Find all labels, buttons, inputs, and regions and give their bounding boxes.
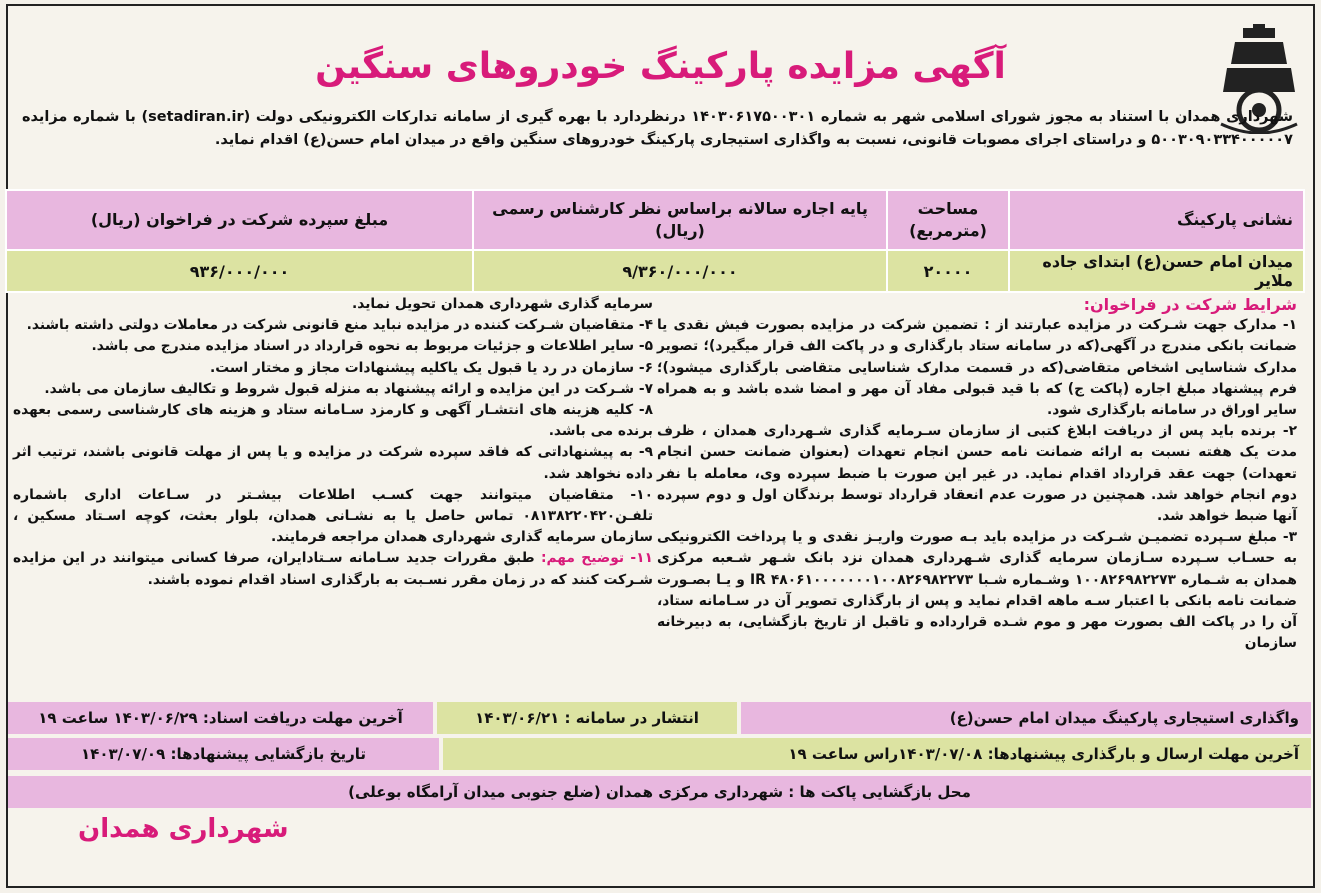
condition-item: ۴- متقاضیان شـرکت کننده در مزایده نباید منع قانونی شرکت در معاملات دولتی داشته باشند. — [26, 317, 653, 334]
auction-summary-table — [5, 189, 1305, 293]
header-area: مساحت (مترمربع) — [887, 190, 1009, 250]
important-note-text: طبق مقررات جدید سـامانه سـتادایران، صرفا کسانی میتوانند در این مزایده شـرکت کنند که در زمان مقرر نسـبت به بارگذاری اسناد اقدام نموده باشند. — [13, 550, 653, 588]
header-deposit: مبلغ سپرده شرکت در فراخوان (ریال) — [6, 190, 473, 250]
intro-paragraph: شهرداری همدان با استناد به مجوز شورای اسلامی شهر به شماره ۱۴۰۳۰۶۱۷۵۰۰۳۰۱ درنظردارد با بهره گیری از سامانه تدارکات الکترونیکی دولت (setadiran.ir) با شماره مزایده ۵۰۰۳۰۹۰۳۳۴۰۰۰۰۰۷ و دراستای اجرای مصوبات قانونی، نسبت به واگذاری استیجاری پارکینگ خودروهای سنگین واقع در میدان امام حسن(ع) اقدام نماید. — [22, 109, 1293, 148]
bar-opening-location: محل بازگشایی پاکت ها : شهرداری مرکزی همدان (ضلع جنوبی میدان آرامگاه بوعلی) — [8, 776, 1311, 808]
notice-page — [6, 4, 1315, 888]
condition-item: ۹- به پیشنهاداتی که فاقد سپرده شرکت در مزایده و یا پس از مهلت قانونی باشند، ترتیب اثر داده نخواهد شد. — [13, 444, 653, 482]
condition-item: سرمایه گذاری شهرداری همدان تحویل نماید. — [352, 296, 653, 312]
conditions-title: شرایط شرکت در فراخوان: — [1083, 295, 1297, 314]
bar-document-deadline: آخرین مهلت دریافت اسناد: ۱۴۰۳/۰۶/۲۹ ساعت ۱۹ — [8, 702, 433, 734]
condition-item: ۳- مبلغ سـپرده تضمیـن شـرکت در مزایده باید بـه صورت واریـز نقدی و یا پرداخت الکترونیکی به حسـاب سـپرده سـازمان سرمایه گذاری شـهرداری همدان نزد بانک شـهر شـعبه مرکزی همدان به شـماره ۱۰۰۸۲۶۹۸۲۲۷۳ وشـماره شـبا IR ۴۸۰۶۱۰۰۰۰۰۰۰۱۰۰۸۲۶۹۸۲۲۷۳ و یـا بصـورت ضمانت نامه بانکی با اعتبار سـه ماهه اقدام نماید و پس از بارگذاری تصویر آن در سـامانه ستاد، آن را در پاکت الف بصورت مهر و موم شـده قرارداده و تاقبل از تاریخ بازگشایی، به دبیرخانه سازمان — [657, 529, 1297, 652]
bar-opening-date: تاریخ بازگشایی پیشنهادها: ۱۴۰۳/۰۷/۰۹ — [8, 738, 439, 770]
condition-item: ۷- شـرکت در این مزایده و ارائه پیشنهاد به منزله قبول شروط و تکالیف سازمان می باشد. — [44, 380, 653, 397]
cell-deposit: ۹۳۶/۰۰۰/۰۰۰ — [6, 250, 473, 292]
cell-address: میدان امام حسن(ع) ابتدای جاده ملایر — [1009, 250, 1304, 292]
conditions-right-column — [657, 294, 1297, 654]
condition-item: ۲- برنده باید پس از دریافت ابلاغ کتبی از سازمان سـرمایه گذاری شـهرداری همدان ، ظرف مدت یک هفته نسبت به ارائه ضمانت نامه حسن انجام تعهدات (بعنوان ضمانت حسن انجام تعهدات) جهت عقد قرارداد اقدام نماید. در غیر این صورت با ضبط سپرده وی، معامله با نفر دوم انجام خواهد شد. همچنین در صورت عدم انعقاد قرارداد توسط برندگان اول و دوم سپرده آنها ضبط خواهد شد. — [657, 423, 1297, 525]
condition-item: ۱- مدارک جهت شـرکت در مزایده عبارتند از : تضمین شرکت در مزایده بصورت فیش نقدی یا ضمانت بانکی مندرج در آگهی(که در سامانه ستاد بارگذاری و در پاکت الف قرار میگیرد)؛ تصویر مدارک شناسایی اشخاص متقاضی(که در قسمت مدارک شناسایی متقاضی بارگذاری میشود)؛ فرم پیشنهاد مبلغ اجاره (پاکت ج) که با قید قبولی مفاد آن مهر و امضا شده باشد و به همراه سایر اوراق در سامانه بارگذاری شود. — [657, 317, 1297, 419]
condition-item: ۸- کلیه هزینه های انتشـار آگهی و کارمزد سـامانه ستاد و هزینه های کارشناسی رسمی بعهده برنده می باشد. — [13, 402, 653, 440]
cell-area: ۲۰۰۰۰ — [887, 250, 1009, 292]
bar-lease-title: واگذاری استیجاری پارکینگ میدان امام حسن(ع) — [741, 702, 1311, 734]
table-header-row — [6, 190, 1304, 250]
footer-municipality-name: شهرداری همدان — [78, 814, 289, 844]
conditions-left-column — [13, 294, 653, 591]
header-address: نشانی پارکینگ — [1009, 190, 1304, 250]
table-row — [6, 250, 1304, 292]
important-note-title: ۱۱- توضیح مهم: — [540, 550, 653, 567]
condition-item: ۱۰- متقاضیان میتوانند جهت کسـب اطلاعات بیشـتر در سـاعات اداری باشماره تلفـن۰۸۱۳۸۲۲۰۴۲۰ تماس حاصل یا به نشـانی همدان، بلوار بعثت، کوچه اسـتاد مسکین ، سازمان سرمایه گذاری شهرداری همدان مراجعه فرمایند. — [13, 486, 653, 546]
important-note — [13, 548, 653, 590]
condition-item: ۵- سایر اطلاعات و جزئیات مربوط به نحوه قرارداد در اسناد مزایده مندرج می باشد. — [91, 338, 653, 355]
cell-rent: ۹/۳۶۰/۰۰۰/۰۰۰ — [473, 250, 887, 292]
bar-publish-date: انتشار در سامانه : ۱۴۰۳/۰۶/۲۱ — [437, 702, 737, 734]
notice-title: آگهی مزایده پارکینگ خودروهای سنگین — [315, 46, 1006, 87]
condition-item: ۶- سازمان در رد یا قبول یک یاکلیه پیشنهادات مجاز و مختار است. — [209, 359, 653, 376]
bar-submission-deadline: آخرین مهلت ارسال و بارگذاری پیشنهادها: ۱۴۰۳/۰۷/۰۸راس ساعت ۱۹ — [443, 738, 1311, 770]
header-rent: پایه اجاره سالانه براساس نظر کارشناس رسمی (ریال) — [473, 190, 887, 250]
